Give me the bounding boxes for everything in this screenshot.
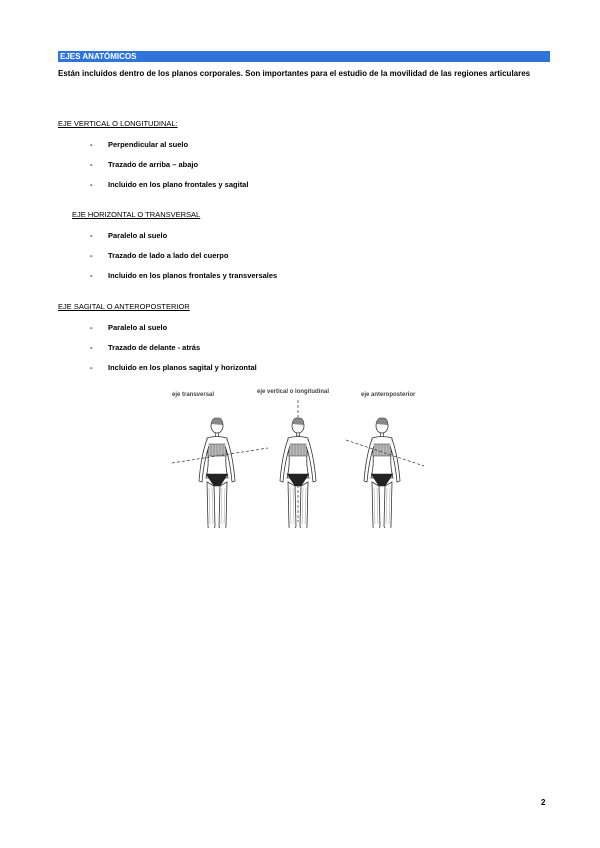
caption-eje-transversal: eje transversal xyxy=(172,392,215,398)
section-title: EJES ANATÓMICOS xyxy=(58,51,550,62)
list-item-text: Trazado de delante - atrás xyxy=(108,343,201,352)
bullet-dash: - xyxy=(90,323,93,332)
list-item-text: Trazado de lado a lado del cuerpo xyxy=(108,251,229,260)
list-item xyxy=(90,175,248,195)
list-item xyxy=(90,246,277,266)
figure-anteroposterior xyxy=(346,418,424,528)
bullet-dash: - xyxy=(90,140,93,149)
list-item xyxy=(90,135,248,155)
list-item-text: Incluido en los planos sagital y horizontal xyxy=(108,363,257,372)
list-item xyxy=(90,358,257,378)
list-item xyxy=(90,318,257,338)
list-item-text: Incluido en los planos frontales y transversales xyxy=(108,271,278,280)
intro-paragraph: Están incluidos dentro de los planos corporales. Son importantes para el estudio de la movilidad de las regiones articulares xyxy=(58,69,531,78)
list-eje-vertical xyxy=(90,135,248,195)
caption-eje-vertical: eje vertical o longitudinal xyxy=(257,389,330,395)
caption-eje-anteroposterior: eje anteroposterior xyxy=(361,392,416,398)
bullet-dash: - xyxy=(90,271,93,280)
list-eje-sagital xyxy=(90,318,257,378)
figure-transversal xyxy=(172,418,268,528)
bullet-dash: - xyxy=(90,363,93,372)
list-item xyxy=(90,155,248,175)
bullet-dash: - xyxy=(90,343,93,352)
bullet-dash: - xyxy=(90,180,93,189)
figure-illustration xyxy=(160,388,442,528)
list-eje-horizontal xyxy=(90,226,277,286)
list-item xyxy=(90,338,257,358)
heading-eje-horizontal: EJE HORIZONTAL O TRANSVERSAL xyxy=(72,210,201,219)
bullet-dash: - xyxy=(90,231,93,240)
anatomical-axes-figure xyxy=(160,388,442,528)
list-item-text: Paralelo al suelo xyxy=(108,231,168,240)
heading-eje-sagital: EJE SAGITAL O ANTEROPOSTERIOR xyxy=(58,302,190,311)
list-item xyxy=(90,266,277,286)
heading-eje-vertical: EJE VERTICAL O LONGITUDINAL: xyxy=(58,119,178,128)
figure-vertical xyxy=(280,400,316,528)
page-number: 2 xyxy=(541,798,546,807)
list-item-text: Perpendicular al suelo xyxy=(108,140,189,149)
list-item xyxy=(90,226,277,246)
list-item-text: Trazado de arriba – abajo xyxy=(108,160,199,169)
list-item-text: Paralelo al suelo xyxy=(108,323,168,332)
bullet-dash: - xyxy=(90,160,93,169)
bullet-dash: - xyxy=(90,251,93,260)
list-item-text: Incluido en los plano frontales y sagital xyxy=(108,180,249,189)
